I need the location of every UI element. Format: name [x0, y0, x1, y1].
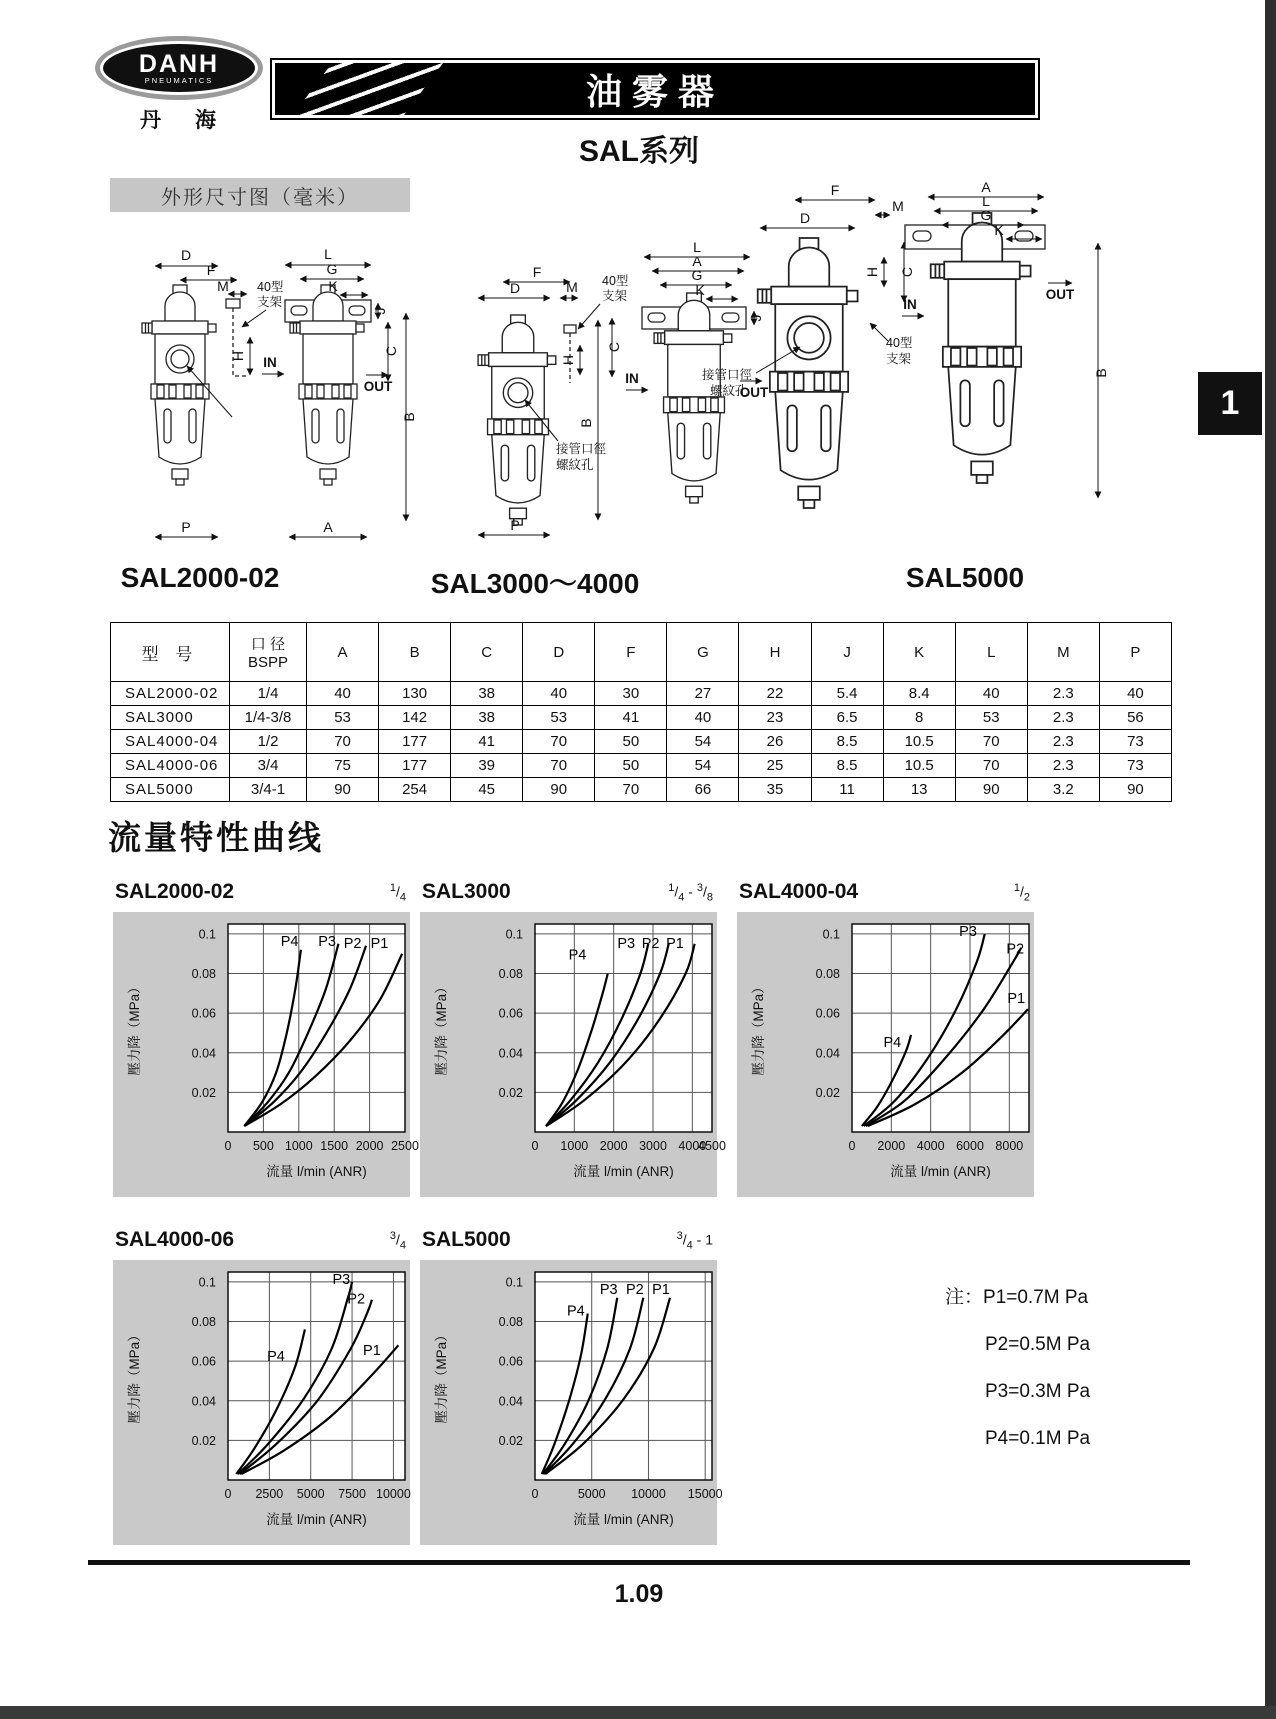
- page-title-bar: [270, 58, 1040, 120]
- cell-value: 70: [523, 730, 595, 754]
- svg-text:0.08: 0.08: [498, 1315, 523, 1330]
- svg-text:2000: 2000: [355, 1139, 384, 1153]
- svg-text:P1: P1: [363, 1343, 381, 1360]
- table-row: [111, 754, 1172, 778]
- table-row: [111, 682, 1172, 706]
- col-C: C: [451, 623, 523, 682]
- cell-value: 22: [739, 682, 811, 706]
- drawing-sal5000: [702, 179, 1109, 508]
- port-label-line1: 接管口徑: [702, 368, 753, 382]
- page-edge-bottom: [0, 1706, 1276, 1719]
- cell-value: 73: [1099, 754, 1171, 778]
- footer-divider: [88, 1560, 1190, 1565]
- cell-model: SAL3000: [111, 706, 230, 730]
- svg-text:10000: 10000: [631, 1487, 666, 1501]
- svg-text:4500: 4500: [698, 1139, 726, 1153]
- svg-text:P3: P3: [318, 933, 336, 950]
- dimension-drawings-svg: [88, 170, 1198, 558]
- dim-letter-d: D: [799, 210, 811, 226]
- chart-plot-area: [420, 1260, 723, 1545]
- chart-sal4000-04: [737, 880, 1034, 1200]
- svg-text:0.08: 0.08: [191, 967, 216, 982]
- svg-text:0.06: 0.06: [815, 1006, 840, 1021]
- col-A: A: [307, 623, 379, 682]
- note-line-p2: P2=0.5M Pa: [985, 1334, 1091, 1355]
- svg-text:P3: P3: [617, 935, 636, 952]
- dim-letter-f: F: [206, 262, 216, 278]
- cell-value: 8.5: [811, 730, 883, 754]
- svg-text:P4: P4: [568, 947, 587, 964]
- bracket-label-line2: 支架: [257, 295, 283, 309]
- svg-text:壓力降（MPa）: 壓力降（MPa）: [434, 980, 449, 1076]
- svg-text:0.1: 0.1: [198, 1275, 216, 1290]
- logo-oval: [95, 36, 263, 100]
- svg-text:0.04: 0.04: [191, 1394, 216, 1409]
- dim-letter-j: J: [748, 314, 764, 322]
- svg-text:0.06: 0.06: [191, 1006, 216, 1021]
- svg-text:流量 l/min (ANR): 流量 l/min (ANR): [573, 1164, 674, 1179]
- cell-value: 8: [883, 706, 955, 730]
- cell-bore: 1/4-3/8: [230, 706, 307, 730]
- svg-text:流量 l/min (ANR): 流量 l/min (ANR): [890, 1164, 991, 1179]
- cell-value: 35: [739, 778, 811, 802]
- cell-value: 38: [451, 706, 523, 730]
- in-label: IN: [903, 297, 917, 312]
- svg-text:流量 l/min (ANR): 流量 l/min (ANR): [573, 1512, 674, 1527]
- chart-sal4000-06: [113, 1228, 410, 1548]
- cell-bore: 1/4: [230, 682, 307, 706]
- svg-text:2500: 2500: [391, 1139, 419, 1153]
- cell-value: 2.3: [1027, 754, 1099, 778]
- dim-letter-j: J: [372, 307, 388, 315]
- dim-letter-h: H: [560, 354, 576, 366]
- svg-text:3000: 3000: [639, 1139, 667, 1153]
- chart-title: SAL5000: [422, 1228, 511, 1251]
- cell-value: 53: [523, 706, 595, 730]
- pressure-note: [945, 1282, 1185, 1475]
- chart-title: SAL4000-06: [115, 1228, 235, 1251]
- svg-text:4000: 4000: [916, 1139, 945, 1153]
- chart-port-size: $^1/_4$: [389, 882, 406, 904]
- dim-letter-l: L: [982, 193, 990, 209]
- svg-text:1000: 1000: [560, 1139, 589, 1153]
- col-J: J: [811, 623, 883, 682]
- cell-value: 8.5: [811, 754, 883, 778]
- svg-text:4000: 4000: [678, 1139, 707, 1153]
- cell-value: 27: [667, 682, 739, 706]
- col-P: P: [1099, 623, 1171, 682]
- chart-sal5000: [420, 1228, 723, 1548]
- out-label: OUT: [363, 379, 393, 394]
- dim-letter-c: C: [606, 341, 622, 353]
- dim-letter-d: D: [180, 247, 192, 263]
- note-line-p4: P4=0.1M Pa: [985, 1428, 1091, 1449]
- cell-value: 41: [595, 706, 667, 730]
- chart-plot-area: [737, 912, 1034, 1197]
- col-G: G: [667, 623, 739, 682]
- svg-text:0: 0: [224, 1487, 232, 1501]
- svg-text:P1: P1: [666, 935, 684, 952]
- cell-model: SAL4000-04: [111, 730, 230, 754]
- cell-model: SAL5000: [111, 778, 230, 802]
- bracket-label-line1: 40型: [257, 280, 284, 294]
- port-label-line2: 螺紋孔: [710, 384, 748, 398]
- cell-value: 75: [307, 754, 379, 778]
- svg-text:流量 l/min (ANR): 流量 l/min (ANR): [266, 1512, 367, 1527]
- cell-value: 6.5: [811, 706, 883, 730]
- col-B: B: [379, 623, 451, 682]
- svg-text:壓力降（MPa）: 壓力降（MPa）: [751, 980, 766, 1076]
- svg-text:P1: P1: [370, 935, 389, 952]
- cell-value: 70: [595, 778, 667, 802]
- svg-text:0.04: 0.04: [191, 1046, 216, 1061]
- dim-letter-l: L: [324, 246, 332, 262]
- cell-value: 70: [955, 754, 1027, 778]
- svg-text:壓力降（MPa）: 壓力降（MPa）: [127, 1328, 142, 1424]
- svg-text:0.1: 0.1: [505, 1275, 523, 1290]
- dim-letter-a: A: [323, 519, 333, 535]
- section-index-tab: 1: [1198, 372, 1262, 435]
- dim-letter-c: C: [383, 345, 399, 357]
- svg-text:0: 0: [531, 1139, 539, 1153]
- cell-value: 26: [739, 730, 811, 754]
- page-title: 油雾器: [585, 70, 724, 112]
- note-prefix: 注：: [945, 1287, 984, 1308]
- cell-value: 53: [955, 706, 1027, 730]
- svg-text:壓力降（MPa）: 壓力降（MPa）: [127, 980, 142, 1076]
- cell-value: 10.5: [883, 754, 955, 778]
- logo-text: DANH: [138, 49, 220, 78]
- svg-text:0: 0: [224, 1139, 232, 1153]
- svg-text:5000: 5000: [296, 1487, 325, 1501]
- cell-value: 130: [379, 682, 451, 706]
- logo-subtext: PNEUMATICS: [144, 75, 214, 85]
- cell-value: 254: [379, 778, 451, 802]
- svg-text:0.02: 0.02: [498, 1433, 523, 1448]
- svg-text:P1: P1: [652, 1281, 670, 1298]
- dim-letter-h: H: [230, 350, 246, 362]
- note-line-p3: P3=0.3M Pa: [985, 1381, 1091, 1402]
- chart-plot-area: [420, 912, 726, 1197]
- cell-value: 90: [1099, 778, 1171, 802]
- chart-port-size: $^3/_4 - 1$: [676, 1230, 713, 1252]
- cell-value: 10.5: [883, 730, 955, 754]
- col-M: M: [1027, 623, 1099, 682]
- svg-text:0.04: 0.04: [815, 1046, 840, 1061]
- caption-sal3000-4000: SAL3000～4000: [430, 568, 640, 599]
- cell-value: 39: [451, 754, 523, 778]
- col-H: H: [739, 623, 811, 682]
- cell-model: SAL2000-02: [111, 682, 230, 706]
- port-label-line1: 接管口徑: [556, 442, 607, 456]
- table-row: [111, 706, 1172, 730]
- cell-value: 54: [667, 754, 739, 778]
- caption-sal2000: SAL2000-02: [120, 562, 280, 593]
- chart-port-size: $^3/_4$: [389, 1230, 406, 1252]
- cell-value: 5.4: [811, 682, 883, 706]
- svg-text:P2: P2: [347, 1291, 366, 1308]
- cell-value: 70: [955, 730, 1027, 754]
- port-label-line2: 螺紋孔: [556, 458, 594, 472]
- out-label: OUT: [1045, 287, 1075, 302]
- chart-plot-area: [113, 912, 419, 1197]
- svg-text:P3: P3: [332, 1271, 351, 1288]
- dim-letter-k: K: [328, 278, 338, 294]
- dim-letter-k: K: [994, 222, 1004, 238]
- outline-dimensions-label: 外形尺寸图（毫米）: [110, 178, 410, 212]
- dimensions-table: [110, 622, 1172, 802]
- dim-letter-f: F: [830, 182, 840, 198]
- flow-section-title: 流量特性曲线: [108, 819, 324, 856]
- svg-text:2000: 2000: [599, 1139, 628, 1153]
- cell-value: 30: [595, 682, 667, 706]
- chart-title: SAL3000: [422, 880, 511, 903]
- dim-letter-h: H: [864, 266, 880, 278]
- cell-bore: 3/4-1: [230, 778, 307, 802]
- cell-value: 53: [307, 706, 379, 730]
- dim-letter-b: B: [1093, 368, 1109, 378]
- svg-text:1500: 1500: [320, 1139, 349, 1153]
- svg-text:2500: 2500: [255, 1487, 284, 1501]
- dim-letter-l: L: [693, 239, 701, 255]
- cell-bore: 3/4: [230, 754, 307, 778]
- svg-text:0.06: 0.06: [191, 1354, 216, 1369]
- cell-value: 40: [955, 682, 1027, 706]
- svg-text:0.04: 0.04: [498, 1394, 523, 1409]
- col-F: F: [595, 623, 667, 682]
- series-title: SAL系列: [579, 135, 699, 168]
- svg-text:0.08: 0.08: [191, 1315, 216, 1330]
- cell-value: 90: [523, 778, 595, 802]
- cell-value: 70: [523, 754, 595, 778]
- dim-letter-g: G: [326, 261, 338, 277]
- cell-value: 23: [739, 706, 811, 730]
- cell-value: 2.3: [1027, 682, 1099, 706]
- svg-text:10000: 10000: [376, 1487, 411, 1501]
- dim-letter-m: M: [892, 198, 904, 214]
- cell-value: 2.3: [1027, 706, 1099, 730]
- cell-value: 40: [307, 682, 379, 706]
- bracket-label-line1: 40型: [886, 336, 913, 350]
- logo-chinese-name: 丹海: [140, 109, 250, 132]
- svg-text:P4: P4: [280, 933, 299, 950]
- svg-text:P1: P1: [1007, 991, 1026, 1008]
- svg-text:0.04: 0.04: [498, 1046, 523, 1061]
- svg-text:6000: 6000: [956, 1139, 984, 1153]
- bracket-label-line2: 支架: [886, 352, 912, 366]
- svg-text:15000: 15000: [687, 1487, 723, 1501]
- cell-value: 45: [451, 778, 523, 802]
- svg-text:P2: P2: [343, 935, 362, 952]
- cell-value: 50: [595, 754, 667, 778]
- cell-value: 13: [883, 778, 955, 802]
- svg-text:P2: P2: [641, 935, 660, 952]
- svg-text:P3: P3: [599, 1281, 618, 1298]
- dim-letter-b: B: [578, 418, 594, 428]
- cell-value: 56: [1099, 706, 1171, 730]
- cell-value: 11: [811, 778, 883, 802]
- chart-plot-area: [113, 1260, 410, 1545]
- brand-logo: [95, 36, 275, 136]
- cell-value: 70: [307, 730, 379, 754]
- bracket-label-line2: 支架: [602, 289, 628, 303]
- svg-text:P2: P2: [1006, 941, 1025, 958]
- cell-value: 73: [1099, 730, 1171, 754]
- dim-letter-f: F: [532, 264, 542, 280]
- dim-letter-g: G: [980, 207, 992, 223]
- col-bore: 口 径 BSPP: [230, 623, 307, 682]
- dim-letter-d: D: [509, 280, 521, 296]
- cell-value: 8.4: [883, 682, 955, 706]
- dim-letter-a: A: [981, 179, 991, 195]
- svg-text:P4: P4: [883, 1034, 902, 1051]
- cell-value: 177: [379, 730, 451, 754]
- svg-text:P3: P3: [959, 923, 977, 940]
- cell-value: 90: [307, 778, 379, 802]
- cell-value: 3.2: [1027, 778, 1099, 802]
- svg-text:0.06: 0.06: [498, 1354, 523, 1369]
- svg-text:P4: P4: [267, 1349, 285, 1366]
- col-D: D: [523, 623, 595, 682]
- col-K: K: [883, 623, 955, 682]
- dim-letter-p: P: [510, 517, 520, 533]
- svg-text:0.1: 0.1: [822, 927, 840, 942]
- svg-text:0.02: 0.02: [815, 1085, 840, 1100]
- note-line-p1: P1=0.7M Pa: [983, 1287, 1089, 1308]
- in-label: IN: [625, 371, 639, 386]
- svg-text:0.1: 0.1: [505, 927, 523, 942]
- dim-letter-g: G: [691, 267, 703, 283]
- svg-text:0.1: 0.1: [198, 927, 216, 942]
- caption-sal5000: SAL5000: [905, 562, 1025, 593]
- page-edge-right: [1265, 0, 1276, 1719]
- cell-value: 41: [451, 730, 523, 754]
- svg-text:流量 l/min (ANR): 流量 l/min (ANR): [266, 1164, 367, 1179]
- cell-value: 50: [595, 730, 667, 754]
- dim-letter-m: M: [217, 278, 229, 294]
- svg-text:500: 500: [252, 1139, 274, 1153]
- svg-text:0.02: 0.02: [191, 1433, 216, 1448]
- cell-value: 40: [1099, 682, 1171, 706]
- cell-value: 142: [379, 706, 451, 730]
- svg-text:5000: 5000: [577, 1487, 606, 1501]
- col-L: L: [955, 623, 1027, 682]
- cell-value: 66: [667, 778, 739, 802]
- svg-text:0.06: 0.06: [498, 1006, 523, 1021]
- dim-letter-a: A: [692, 253, 702, 269]
- svg-text:P4: P4: [566, 1303, 585, 1320]
- bracket-label-line1: 40型: [602, 274, 629, 288]
- cell-value: 90: [955, 778, 1027, 802]
- dim-letter-k: K: [695, 282, 705, 298]
- out-label: OUT: [739, 385, 769, 400]
- cell-value: 38: [451, 682, 523, 706]
- dim-letter-m: M: [566, 279, 578, 295]
- svg-text:8000: 8000: [995, 1139, 1024, 1153]
- chart-sal2000-02: [113, 880, 419, 1200]
- svg-text:1000: 1000: [284, 1139, 313, 1153]
- cell-value: 40: [523, 682, 595, 706]
- in-label: IN: [263, 355, 277, 370]
- svg-text:7500: 7500: [338, 1487, 366, 1501]
- svg-text:0.02: 0.02: [191, 1085, 216, 1100]
- page-number: 1.09: [614, 1580, 664, 1608]
- table-row: [111, 730, 1172, 754]
- chart-title: SAL2000-02: [115, 880, 235, 903]
- drawing-sal2000: [142, 246, 417, 537]
- svg-text:0.08: 0.08: [498, 967, 523, 982]
- chart-port-size: $^1/_2$: [1013, 882, 1030, 904]
- svg-text:2000: 2000: [877, 1139, 906, 1153]
- chart-port-size: $^1/_4 - ^3/_8$: [668, 882, 713, 904]
- table-row: [111, 778, 1172, 802]
- svg-text:P2: P2: [625, 1281, 644, 1298]
- cell-value: 177: [379, 754, 451, 778]
- cell-value: 40: [667, 706, 739, 730]
- col-model: 型 号: [111, 623, 230, 682]
- svg-text:0: 0: [531, 1487, 539, 1501]
- dim-letter-b: B: [401, 412, 417, 422]
- cell-value: 2.3: [1027, 730, 1099, 754]
- dim-letter-c: C: [899, 266, 915, 278]
- chart-title: SAL4000-04: [739, 880, 859, 903]
- svg-text:0.02: 0.02: [498, 1085, 523, 1100]
- svg-text:壓力降（MPa）: 壓力降（MPa）: [434, 1328, 449, 1424]
- cell-value: 25: [739, 754, 811, 778]
- svg-text:0.08: 0.08: [815, 967, 840, 982]
- chart-sal3000: [420, 880, 726, 1200]
- cell-value: 54: [667, 730, 739, 754]
- cell-bore: 1/2: [230, 730, 307, 754]
- dim-letter-p: P: [181, 519, 191, 535]
- svg-text:0: 0: [848, 1139, 856, 1153]
- cell-model: SAL4000-06: [111, 754, 230, 778]
